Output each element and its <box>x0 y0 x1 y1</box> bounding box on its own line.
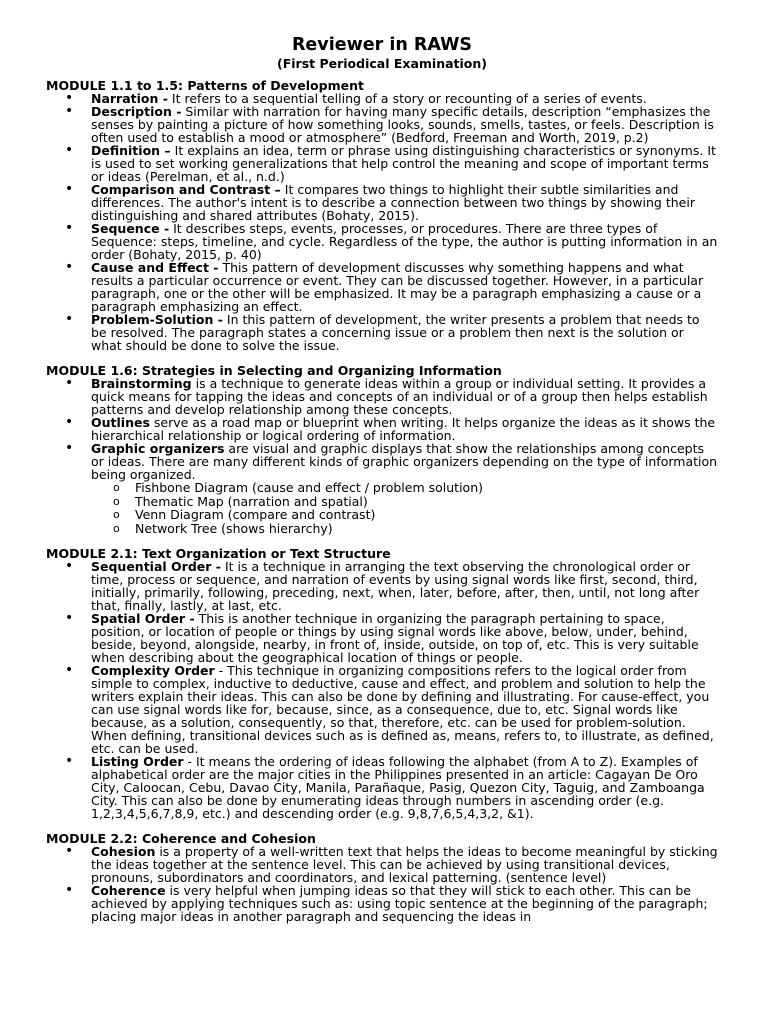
term: Cohesion <box>91 844 156 859</box>
term-text: serve as a road map or blueprint when writing. It helps organize the ideas as it shows the hierarchical relationship or logical ordering of information. <box>91 415 716 443</box>
term-text: In this pattern of development, the writer presents a problem that needs to be resolved. The paragraph states a concerning issue or a problem then next is the solution or what should be done to solve the issue. <box>91 312 700 353</box>
list-item <box>46 261 718 313</box>
module-section <box>46 832 718 923</box>
term: Brainstorming <box>91 376 192 391</box>
module-heading: MODULE 2.2: Coherence and Cohesion <box>46 831 316 846</box>
module-section <box>46 79 718 352</box>
term: Description - <box>91 104 182 119</box>
list-item <box>46 755 718 820</box>
term: Outlines <box>91 415 150 430</box>
term-text: It refers to a sequential telling of a story or recounting of a series of events. <box>167 91 647 106</box>
term-text: is a technique to generate ideas within a group or individual setting. It provides a quick means for tapping the ideas and concepts of an individual or of a group then helps establish patterns and develop relationship among these concepts. <box>91 376 708 417</box>
list-item <box>46 105 718 144</box>
term-text: is very helpful when jumping ideas so that they will stick to each other. This can be achieved by applying techniques such as: using topic sentence at the beginning of the paragraph; placing major ideas in another paragraph and sequencing the ideas in <box>91 883 708 924</box>
term-text: It describes steps, events, processes, or procedures. There are three types of Sequence: steps, timeline, and cycle. Regardless of the type, the author is putting information in an order (Bohaty, 2015, p. 40) <box>91 221 718 262</box>
list-item <box>46 313 718 352</box>
term-text: - This technique in organizing compositions refers to the logical order from simple to complex, inductive to deductive, cause and effect, and problem and solution to help the writers explain their ideas. This can also be done by defining and illustrating. For cause-effect, you can use signal words like for, because, since, as a consequence, due to, etc. Signal words like because, as a solution, consequently, so that, therefore, etc. can be used for problem-solution. When defining, transitional devices such as is defined as, means, refers to, to illustrate, as defined, etc. can be used. <box>91 663 714 756</box>
document-title: Reviewer in RAWS <box>291 35 473 55</box>
term: Cause and Effect - <box>91 260 219 275</box>
term: Complexity Order <box>91 663 215 678</box>
bullet-list <box>46 377 718 535</box>
term: Listing Order <box>91 754 184 769</box>
list-item <box>46 442 718 535</box>
list-item <box>46 845 718 884</box>
list-item <box>46 612 718 664</box>
term: Problem-Solution - <box>91 312 223 327</box>
list-item <box>46 560 718 612</box>
term-text: are visual and graphic displays that show the relationships among concepts or ideas. There are many different kinds of graphic organizers depending on the type of information being organized. <box>91 441 718 482</box>
term: Narration - <box>91 91 168 106</box>
module-section <box>46 364 718 535</box>
module-heading: MODULE 2.1: Text Organization or Text Structure <box>46 546 391 561</box>
sub-list-item: o Thematic Map (narration and spatial) <box>91 495 718 509</box>
sub-list-item: o Network Tree (shows hierarchy) <box>91 522 718 536</box>
list-item <box>46 144 718 183</box>
term-text: - It means the ordering of ideas following the alphabet (from A to Z). Examples of alphabetical order are the major cities in the Philippines presented in an article: Cagayan De Oro City, Caloocan, Cebu, Davao City, Manila, Parañaque, Pasig, Quezon City, Taguig, and Zamboanga City. This can also be done by enumerating ideas through numbers in ascending order (e.g. 1,2,3,4,5,6,7,8,9, etc.) and descending order (e.g. 9,8,7,6,5,4,3,2, &1). <box>91 754 705 821</box>
term-text: This pattern of development discusses why something happens and what results a particular occurrence or event. They can be discussed together. However, in a particular paragraph, one or the other will be emphasized. It may be a paragraph emphasizing a cause or a paragraph emphasizing an effect. <box>91 260 704 314</box>
list-item <box>46 222 718 261</box>
term: Definition – <box>91 143 171 158</box>
term-text: It compares two things to highlight their subtle similarities and differences. The author's intent is to describe a connection between two things by showing their distinguishing and shared attributes (Bohaty, 2015). <box>91 182 695 223</box>
list-item <box>46 884 718 923</box>
term-text: It is a technique in arranging the text observing the chronological order or time, process or sequence, and narration of events by using signal words like first, second, third, initially, primarily, following, preceding, next, when, later, before, after, then, until, not long after that, finally, lastly, at last, etc. <box>91 559 700 613</box>
term-text: is a property of a well-written text that helps the ideas to become meaningful by sticking the ideas together at the sentence level. This can be achieved by using transitional devices, pronouns, subordinators and coordinators, and lexical patterning. (sentence level) <box>91 844 718 885</box>
module-heading: MODULE 1.6: Strategies in Selecting and Organizing Information <box>46 363 502 378</box>
term: Comparison and Contrast – <box>91 182 281 197</box>
list-item <box>46 377 718 416</box>
term-text: This is another technique in organizing the paragraph pertaining to space, position, or location of people or things by using signal words like above, below, under, behind, beside, beyond, alongside, nearby, in front of, inside, outside, on top of, etc. This is very suitable when describing about the geographical location of things or people. <box>91 611 699 665</box>
list-item <box>46 664 718 755</box>
module-heading: MODULE 1.1 to 1.5: Patterns of Development <box>46 78 364 93</box>
list-item <box>46 416 718 442</box>
term-text: It explains an idea, term or phrase using distinguishing characteristics or synonyms. It is used to set working generalizations that help control the meaning and scope of important terms or ideas (Perelman, et al., n.d.) <box>91 143 716 184</box>
term: Coherence <box>91 883 166 898</box>
bullet-list <box>46 845 718 923</box>
document-subtitle: (First Periodical Examination) <box>277 56 487 71</box>
module-section <box>46 547 718 820</box>
term: Sequential Order - <box>91 559 221 574</box>
term: Graphic organizers <box>91 441 225 456</box>
term: Spatial Order - <box>91 611 195 626</box>
term: Sequence - <box>91 221 170 236</box>
list-item <box>46 183 718 222</box>
term-text: Similar with narration for having many specific details, description “emphasizes the senses by painting a picture of how something looks, sounds, smells, tastes, or feels. Description is often used to establish a mood or atmosphere” (Bedford, Freeman and Worth, 2019, p.2) <box>91 104 714 145</box>
sub-list-item: o Venn Diagram (compare and contrast) <box>91 508 718 522</box>
bullet-list <box>46 560 718 820</box>
sub-list-item: o Fishbone Diagram (cause and effect / problem solution) <box>91 481 718 495</box>
bullet-list <box>46 92 718 352</box>
sub-bullet-list <box>91 481 718 535</box>
